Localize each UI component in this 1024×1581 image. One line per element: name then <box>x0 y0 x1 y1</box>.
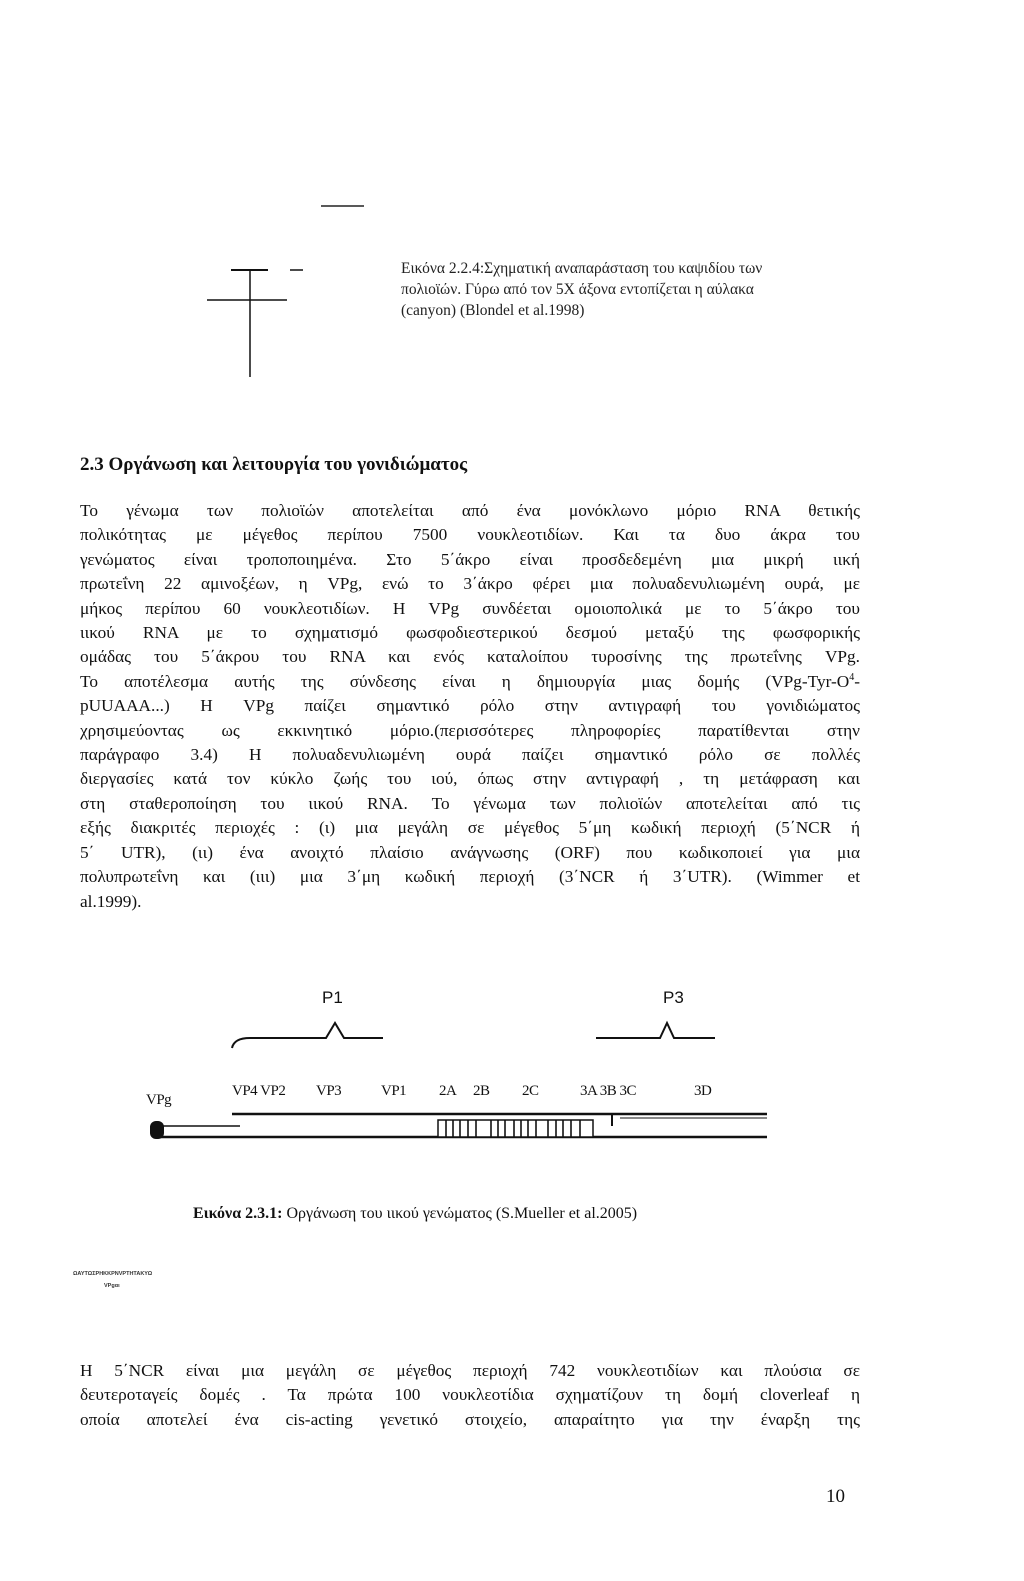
caption-text: Οργάνωση του ιικού γενώματος (S.Mueller et al.2005) <box>282 1205 638 1222</box>
text-line: γενώματος είναι τροποποιημένα. Στο 5΄άκρο είναι προσδεδεμένη μια μικρή ιική <box>80 549 860 569</box>
text-line: Η 5΄NCR είναι μια μεγάλη σε μέγεθος περιοχή 742 νουκλεοτιδίων και πλούσια σε <box>80 1361 860 1380</box>
text-line: 5΄ UTR), (ιι) ένα ανοιχτό πλαίσιο ανάγνωσης (ORF) που κωδικοποιεί για μια <box>80 842 860 862</box>
region-label-p3: P3 <box>663 988 684 1007</box>
text-line: εξής διακριτές περιοχές : (ι) μια μεγάλη σε μέγεθος 5΄μη κωδική περιοχή (5΄NCR ή <box>80 818 860 838</box>
superscript: 4 <box>849 671 855 683</box>
figure-caption-genome <box>193 1205 637 1223</box>
caption-line: Εικόνα 2.2.4:Σχηματική αναπαράσταση του καψιδίου των <box>401 260 763 277</box>
bracket-p3 <box>596 1023 715 1038</box>
text-line: Το γένωμα των πολιοϊών αποτελείται από ένα μονόκλωνο μόριο RNA θετικής <box>80 501 860 520</box>
text-fragment: - <box>854 671 860 691</box>
text-line: πολικότητας με μέγεθος περίπου 7500 νουκλεοτιδίων. Και τα δυο άκρα του <box>80 525 860 545</box>
gene-label-3a-3b-3c: 3A 3B 3C <box>580 1083 637 1099</box>
bracket-p1 <box>232 1023 383 1048</box>
text-line: pUUAAA...) Η VPg παίζει σημαντικό ρόλο στην αντιγραφή του γονιδιώματος <box>80 696 860 716</box>
text-line: στη σταθεροποίηση του ιικού RNA. Το γένωμα των πολιοϊών αποτελείται από τις <box>80 793 860 813</box>
gene-label-3d: 3D <box>694 1083 712 1099</box>
vpg-label: VPg <box>146 1092 172 1108</box>
text-line: χρησιμεύοντας ως εκκινητικό μόριο.(περισσότερες πληροφορίες παρατίθενται στην <box>80 720 860 740</box>
section-heading: 2.3 Οργάνωση και λειτουργία του γονιδιώματος <box>80 454 468 475</box>
text-line: παράγραφο 3.4) Η πολυαδενυλιωμένη ουρά παίζει σημαντικό ρόλο σε πολλές <box>80 745 860 765</box>
text-line: οποία αποτελεί ένα cis-acting γενετικό στοιχείο, απαραίτητο για την έναρξη της <box>80 1409 860 1429</box>
gene-label-2a: 2A <box>439 1083 457 1099</box>
stray-text-line: ΩΑΥΤΩΣΡΗΚΚΡΝVΡΤΗΤΑΚΥΩ <box>73 1271 153 1277</box>
text-line: δευτεροταγείς δομές . Τα πρώτα 100 νουκλεοτίδια σχηματίζουν τη δομή cloverleaf η <box>80 1385 860 1405</box>
caption-label: Εικόνα 2.3.1: <box>193 1205 283 1222</box>
caption-line: πολιοϊών. Γύρω από τον 5Χ άξονα εντοπίζεται η αύλακα <box>401 281 754 298</box>
gene-label-2b: 2B <box>473 1083 490 1099</box>
paragraph-5ncr <box>80 1359 860 1432</box>
p2-block <box>438 1120 593 1137</box>
text-line: ομάδας του 5΄άκρου του RNA και ενός καταλοίπου τυροσίνης της πρωτεΐνης VPg. <box>80 647 860 667</box>
text-line: πολυπρωτεΐνη και (ιιι) μια 3΄μη κωδική περιοχή (3΄NCR ή 3΄UTR). (Wimmer et <box>80 867 860 887</box>
figure-fragment-lines <box>0 0 1024 400</box>
text-line: πρωτεΐνη 22 αμινοξέων, η VPg, ενώ το 3΄άκρο φέρει μια πολυαδενυλιωμένη ουρά, με <box>80 574 860 594</box>
text-line: al.1999). <box>80 891 142 911</box>
text-line: ιικού RNA με το σχηματισμό φωσφοδιεστερικού δεσμού μεταξύ της φωσφορικής <box>80 623 860 643</box>
text-line: διεργασίες κατά τον κύκλο ζωής του ιού, όπως στην αντιγραφή , τη μετάφραση και <box>80 769 860 789</box>
gene-label-vp4-vp2: VP4 VP2 <box>232 1083 286 1099</box>
genome-diagram-lines <box>0 980 1024 1180</box>
gene-label-vp3: VP3 <box>316 1083 342 1099</box>
region-label-p1: P1 <box>322 988 343 1007</box>
caption-line: (canyon) (Blondel et al.1998) <box>401 302 585 319</box>
vpg-blob <box>150 1121 164 1139</box>
paragraph-genome-organization <box>80 499 860 914</box>
gene-label-2c: 2C <box>522 1083 539 1099</box>
genome-diagram <box>0 980 1024 1180</box>
page-number: 10 <box>826 1486 845 1507</box>
figure-caption-capsid <box>401 258 871 321</box>
gene-label-vp1: VP1 <box>381 1083 407 1099</box>
stray-text-line: VPgαι <box>104 1283 120 1289</box>
text-fragment: Το αποτέλεσμα αυτής της σύνδεσης είναι η δημιουργία μιας δομής (VPg-Tyr-O <box>80 671 850 691</box>
text-line: μήκος περίπου 60 νουκλεοτιδίων. Η VPg συνδέεται ομοιοπολικά με το 5΄άκρο του <box>80 598 860 618</box>
text-line-with-superscript <box>80 670 860 694</box>
